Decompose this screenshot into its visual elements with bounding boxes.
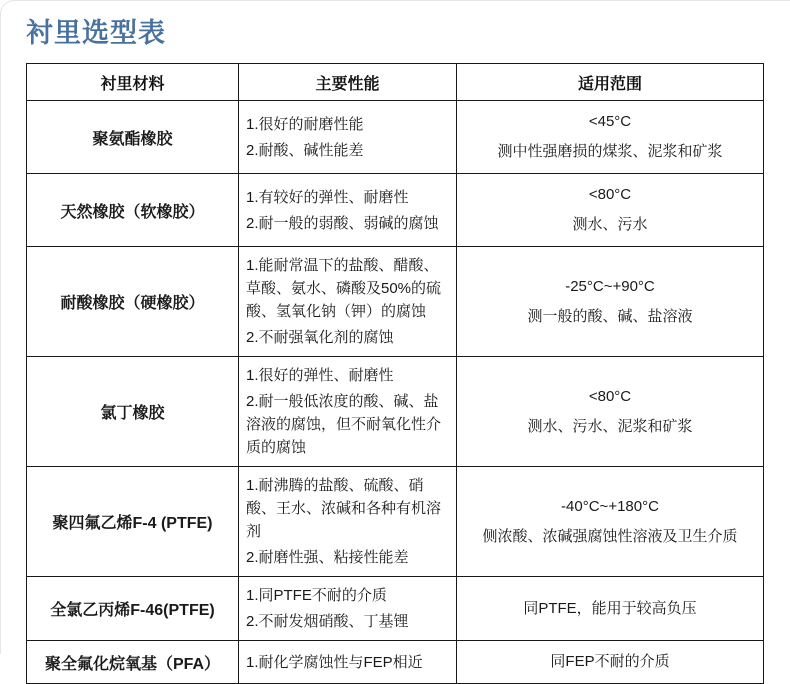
- performance-cell: [239, 247, 457, 357]
- range-temperature: <45°C: [588, 113, 632, 130]
- material-cell: 天然橡胶（软橡胶）: [27, 174, 239, 247]
- range-cell: [457, 641, 764, 684]
- performance-item: 1.很好的弹性、耐磨性: [246, 367, 394, 384]
- performance-cell: [239, 641, 457, 684]
- range-temperature: <80°C: [588, 387, 632, 405]
- performance-item: 2.不耐发烟硝酸、丁基锂: [246, 613, 409, 630]
- material-cell: 聚四氟乙烯F-4 (PTFE): [27, 467, 239, 577]
- performance-item: 1.耐沸腾的盐酸、硫酸、硝酸、王水、浓碱和各种有机溶剂: [246, 477, 442, 540]
- table-row: [27, 101, 764, 174]
- performance-item: 1.同PTFE不耐的介质: [246, 587, 387, 604]
- range-temperature: -40°C~+180°C: [561, 497, 659, 515]
- range-temperature: -25°C~+90°C: [565, 277, 655, 295]
- range-cell: [457, 174, 764, 247]
- range-cell: [457, 101, 764, 174]
- table-row: [27, 247, 764, 357]
- performance-item: 1.耐化学腐蚀性与FEP相近: [246, 653, 423, 671]
- range-temperature: <80°C: [588, 186, 632, 203]
- column-header-3: 适用范围: [457, 64, 764, 101]
- material-cell: 耐酸橡胶（硬橡胶）: [27, 247, 239, 357]
- range-cell: [457, 467, 764, 577]
- material-cell: 聚氨酯橡胶: [27, 101, 239, 174]
- lining-selection-table: [26, 63, 764, 684]
- performance-item: 2.耐一般低浓度的酸、碱、盐溶液的腐蚀，但不耐氧化性介质的腐蚀: [246, 393, 442, 456]
- performance-item: 2.耐一般的弱酸、弱碱的腐蚀: [246, 214, 439, 232]
- performance-item: 1.有较好的弹性、耐磨性: [246, 188, 409, 206]
- range-description: 同PTFE，能用于较高负压: [523, 599, 697, 617]
- range-description: 测一般的酸、碱、盐溶液: [527, 307, 693, 325]
- performance-item: 1.很好的耐磨性能: [246, 115, 364, 133]
- range-description: 侧浓酸、浓碱强腐蚀性溶液及卫生介质: [482, 527, 738, 545]
- table-row: [27, 467, 764, 577]
- performance-cell: [239, 467, 457, 577]
- range-description: 测水、污水: [572, 216, 648, 233]
- material-cell: 全氯乙丙烯F-46(PTFE): [27, 577, 239, 641]
- range-cell: [457, 577, 764, 641]
- table-row: [27, 174, 764, 247]
- range-description: 测中性强磨损的煤浆、泥浆和矿浆: [497, 143, 723, 160]
- table-row: [27, 357, 764, 467]
- range-cell: [457, 247, 764, 357]
- range-description: 同FEP不耐的介质: [550, 653, 670, 670]
- table-row: [27, 577, 764, 641]
- performance-item: 1.能耐常温下的盐酸、醋酸、草酸、氨水、磷酸及50%的硫酸、氢氧化钠（钾）的腐蚀: [246, 257, 442, 320]
- column-header-1: 衬里材料: [27, 64, 239, 101]
- performance-cell: [239, 357, 457, 467]
- performance-cell: [239, 577, 457, 641]
- column-header-2: 主要性能: [239, 64, 457, 101]
- performance-item: 2.耐酸、碱性能差: [246, 141, 364, 159]
- material-cell: 氯丁橡胶: [27, 357, 239, 467]
- page-title: 衬里选型表: [26, 18, 166, 48]
- performance-cell: [239, 174, 457, 247]
- performance-item: 2.耐磨性强、粘接性能差: [246, 549, 409, 566]
- performance-item: 2.不耐强氧化剂的腐蚀: [246, 329, 394, 346]
- table-row: [27, 641, 764, 684]
- material-cell: 聚全氟化烷氧基（PFA）: [27, 641, 239, 684]
- performance-cell: [239, 101, 457, 174]
- range-cell: [457, 357, 764, 467]
- range-description: 测水、污水、泥浆和矿浆: [527, 417, 693, 435]
- table-header-row: [27, 64, 764, 101]
